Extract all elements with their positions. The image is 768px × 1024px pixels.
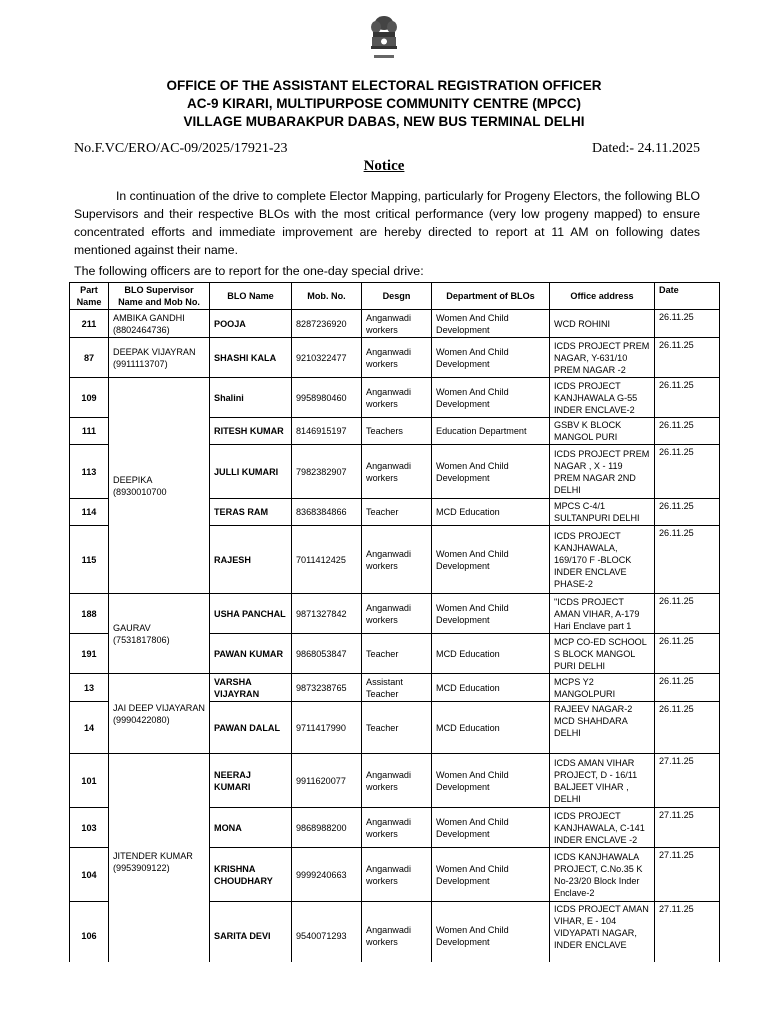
- designation: Anganwadi workers: [362, 378, 432, 418]
- report-date: 27.11.25: [655, 902, 720, 970]
- part-number: 211: [70, 310, 109, 338]
- supervisor-cell: JITENDER KUMAR (9953909122): [109, 754, 210, 970]
- report-date: 26.11.25: [655, 338, 720, 378]
- office-address: MCP CO-ED SCHOOL S BLOCK MANGOL PURI DELHI: [550, 634, 655, 674]
- designation: Teacher: [362, 499, 432, 526]
- designation: Anganwadi workers: [362, 526, 432, 594]
- mobile-number: 9210322477: [292, 338, 362, 378]
- department: MCD Education: [432, 634, 550, 674]
- part-number: 111: [70, 418, 109, 445]
- part-number: 113: [70, 445, 109, 499]
- report-date: 26.11.25: [655, 526, 720, 594]
- report-date: 26.11.25: [655, 634, 720, 674]
- mobile-number: 9958980460: [292, 378, 362, 418]
- designation: Anganwadi workers: [362, 445, 432, 499]
- office-address: ICDS PROJECT KANJHAWALA, 169/170 F -BLOCK INDER ENCLAVE PHASE-2: [550, 526, 655, 594]
- mobile-number: 9868053847: [292, 634, 362, 674]
- table-row: [70, 338, 720, 378]
- office-address: WCD ROHINI: [550, 310, 655, 338]
- supervisor-cell: AMBIKA GANDHI (8802464736): [109, 310, 210, 338]
- table-row: [70, 378, 720, 418]
- designation: Anganwadi workers: [362, 848, 432, 902]
- blo-name: KRISHNA CHOUDHARY: [210, 848, 292, 902]
- office-subtitle: AC-9 KIRARI, MULTIPURPOSE COMMUNITY CENTRE (MPCC): [187, 96, 581, 111]
- part-number: 87: [70, 338, 109, 378]
- header-part-name: Part Name: [70, 283, 109, 310]
- office-address: MCPS Y2 MANGOLPURI: [550, 674, 655, 702]
- office-address: MPCS C-4/1 SULTANPURI DELHI: [550, 499, 655, 526]
- header-supervisor: BLO Supervisor Name and Mob No.: [109, 283, 210, 310]
- blo-name: Shalini: [210, 378, 292, 418]
- department: Women And Child Development: [432, 808, 550, 848]
- reference-number: No.F.VC/ERO/AC-09/2025/17921-23: [74, 141, 288, 156]
- report-date: 26.11.25: [655, 499, 720, 526]
- part-number: 114: [70, 499, 109, 526]
- report-date: 26.11.25: [655, 445, 720, 499]
- header-blo-name: BLO Name: [210, 283, 292, 310]
- designation: Teacher: [362, 702, 432, 754]
- designation: Teachers: [362, 418, 432, 445]
- office-address: ICDS PROJECT KANJHAWALA G-55 INDER ENCLAVE-2: [550, 378, 655, 418]
- part-number: 115: [70, 526, 109, 594]
- report-date: 26.11.25: [655, 378, 720, 418]
- table-header-row: [70, 283, 720, 310]
- blo-name: TERAS RAM: [210, 499, 292, 526]
- designation: Anganwadi workers: [362, 902, 432, 970]
- office-address: ICDS PROJECT PREM NAGAR , X - 119 PREM NAGAR 2ND DELHI: [550, 445, 655, 499]
- blo-name: PAWAN DALAL: [210, 702, 292, 754]
- mobile-number: 7011412425: [292, 526, 362, 594]
- table-row: [70, 310, 720, 338]
- mobile-number: 9999240663: [292, 848, 362, 902]
- designation: Anganwadi workers: [362, 594, 432, 634]
- department: Women And Child Development: [432, 902, 550, 970]
- mobile-number: 9911620077: [292, 754, 362, 808]
- blo-name: NEERAJ KUMARI: [210, 754, 292, 808]
- blo-name: VARSHA VIJAYRAN: [210, 674, 292, 702]
- office-address: "ICDS PROJECT AMAN VIHAR, A-179 Hari Enclave part 1: [550, 594, 655, 634]
- blo-name: RITESH KUMAR: [210, 418, 292, 445]
- department: Women And Child Development: [432, 338, 550, 378]
- office-address: RAJEEV NAGAR-2 MCD SHAHDARA DELHI: [550, 702, 655, 754]
- designation: Teacher: [362, 634, 432, 674]
- part-number: 14: [70, 702, 109, 754]
- office-address: GSBV K BLOCK MANGOL PURI: [550, 418, 655, 445]
- department: Women And Child Development: [432, 526, 550, 594]
- department: Women And Child Development: [432, 848, 550, 902]
- designation: Assistant Teacher: [362, 674, 432, 702]
- department: MCD Education: [432, 499, 550, 526]
- table-row: [70, 754, 720, 808]
- department: Women And Child Development: [432, 445, 550, 499]
- mobile-number: 9873238765: [292, 674, 362, 702]
- department: Women And Child Development: [432, 310, 550, 338]
- mobile-number: 9540071293: [292, 902, 362, 970]
- header-department: Department of BLOs: [432, 283, 550, 310]
- mobile-number: 8287236920: [292, 310, 362, 338]
- report-date: 27.11.25: [655, 848, 720, 902]
- blo-name: PAWAN KUMAR: [210, 634, 292, 674]
- blo-name: MONA: [210, 808, 292, 848]
- supervisor-cell: DEEPIKA (8930010700: [109, 378, 210, 594]
- report-date: 26.11.25: [655, 310, 720, 338]
- designation: Anganwadi workers: [362, 808, 432, 848]
- office-address: ICDS PROJECT PREM NAGAR, Y-631/10 PREM NAGAR -2: [550, 338, 655, 378]
- blo-name: JULLI KUMARI: [210, 445, 292, 499]
- officers-table: [69, 282, 720, 970]
- office-address: ICDS PROJECT AMAN VIHAR, E - 104 VIDYAPATI NAGAR, INDER ENCLAVE: [550, 902, 655, 970]
- mobile-number: 8368384866: [292, 499, 362, 526]
- part-number: 104: [70, 848, 109, 902]
- report-date: 26.11.25: [655, 418, 720, 445]
- part-number: 103: [70, 808, 109, 848]
- blo-name: RAJESH: [210, 526, 292, 594]
- mobile-number: 9711417990: [292, 702, 362, 754]
- header-mob-no: Mob. No.: [292, 283, 362, 310]
- department: MCD Education: [432, 702, 550, 754]
- department: MCD Education: [432, 674, 550, 702]
- notice-paragraph: In continuation of the drive to complete Elector Mapping, particularly for Progeny Electors, the following BLO Supervisors and their respective BLOs with the most critical performance (very low progeny mapped) to ensure concentrated efforts and immediate improvement are hereby directed to report at 11 AM on following dates mentioned against their name.: [74, 189, 700, 257]
- part-number: 191: [70, 634, 109, 674]
- department: Women And Child Development: [432, 378, 550, 418]
- department: Women And Child Development: [432, 594, 550, 634]
- header-office-address: Office address: [550, 283, 655, 310]
- mobile-number: 9868988200: [292, 808, 362, 848]
- part-number: 101: [70, 754, 109, 808]
- notice-title: Notice: [363, 158, 405, 174]
- mobile-number: 7982382907: [292, 445, 362, 499]
- part-number: 13: [70, 674, 109, 702]
- report-date: 27.11.25: [655, 754, 720, 808]
- supervisor-cell: JAI DEEP VIJAYARAN (9990422080): [109, 674, 210, 754]
- office-address: VILLAGE MUBARAKPUR DABAS, NEW BUS TERMINAL DELHI: [183, 114, 585, 129]
- intro-line: The following officers are to report for the one-day special drive:: [74, 264, 424, 278]
- mobile-number: 9871327842: [292, 594, 362, 634]
- designation: Anganwadi workers: [362, 754, 432, 808]
- supervisor-cell: GAURAV (7531817806): [109, 594, 210, 674]
- office-address: ICDS AMAN VIHAR PROJECT, D - 16/11 BALJEET VIHAR , DELHI: [550, 754, 655, 808]
- supervisor-cell: DEEPAK VIJAYRAN (9911113707): [109, 338, 210, 378]
- report-date: 26.11.25: [655, 674, 720, 702]
- header-date: Date: [655, 283, 720, 310]
- table-row: [70, 674, 720, 702]
- report-date: 26.11.25: [655, 594, 720, 634]
- blo-name: USHA PANCHAL: [210, 594, 292, 634]
- part-number: 109: [70, 378, 109, 418]
- designation: Anganwadi workers: [362, 338, 432, 378]
- office-address: ICDS KANJHAWALA PROJECT, C.No.35 K No-23/20 Block Inder Enclave-2: [550, 848, 655, 902]
- office-title: OFFICE OF THE ASSISTANT ELECTORAL REGISTRATION OFFICER: [166, 78, 602, 93]
- blo-name: POOJA: [210, 310, 292, 338]
- table-row: [70, 594, 720, 634]
- report-date: 27.11.25: [655, 808, 720, 848]
- header-desgn: Desgn: [362, 283, 432, 310]
- part-number: 188: [70, 594, 109, 634]
- national-emblem-icon: [367, 14, 401, 70]
- office-address: ICDS PROJECT KANJHAWALA, C-141 INDER ENCLAVE -2: [550, 808, 655, 848]
- report-date: 26.11.25: [655, 702, 720, 754]
- notice-date: Dated:- 24.11.2025: [592, 141, 700, 156]
- part-number: 106: [70, 902, 109, 970]
- page-crop-mask: [0, 962, 768, 1024]
- designation: Anganwadi workers: [362, 310, 432, 338]
- blo-name: SARITA DEVI: [210, 902, 292, 970]
- blo-name: SHASHI KALA: [210, 338, 292, 378]
- department: Women And Child Development: [432, 754, 550, 808]
- department: Education Department: [432, 418, 550, 445]
- mobile-number: 8146915197: [292, 418, 362, 445]
